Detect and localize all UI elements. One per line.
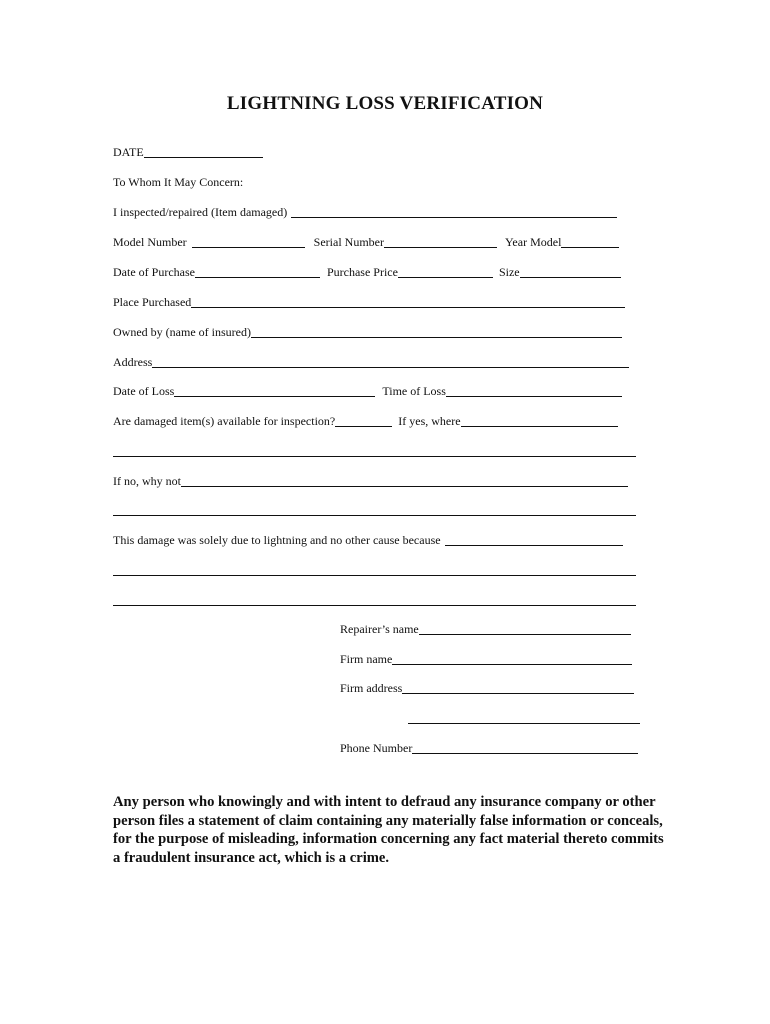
if-no-field[interactable] — [181, 475, 628, 487]
firm-address-field[interactable] — [402, 682, 634, 694]
time-of-loss-field[interactable] — [446, 385, 622, 397]
date-of-loss-label: Date of Loss — [113, 384, 175, 398]
cause-field[interactable] — [445, 534, 623, 546]
if-yes-label: If yes, where — [398, 414, 461, 428]
place-purchased-label: Place Purchased — [113, 295, 192, 309]
repairer-name-field[interactable] — [419, 623, 631, 635]
year-model-field[interactable] — [561, 236, 619, 248]
serial-number-label: Serial Number — [313, 235, 384, 249]
firm-name-label: Firm name — [340, 652, 393, 666]
if-yes-field[interactable] — [461, 415, 618, 427]
salutation-text: To Whom It May Concern: — [113, 175, 244, 189]
date-row — [113, 145, 263, 159]
purchase-price-label: Purchase Price — [326, 265, 398, 279]
repairer-name-row — [340, 622, 631, 636]
if-no-label: If no, why not — [113, 474, 181, 488]
repairer-name-label: Repairer’s name — [340, 622, 419, 636]
available-label: Are damaged item(s) available for inspection? — [113, 414, 336, 428]
firm-address-label: Firm address — [340, 681, 403, 695]
if-no-row — [113, 474, 628, 488]
model-number-field[interactable] — [192, 236, 305, 248]
firm-name-field[interactable] — [392, 653, 632, 665]
availability-row — [113, 414, 618, 428]
address-label: Address — [113, 355, 153, 369]
item-damaged-row — [113, 205, 617, 219]
available-field[interactable] — [335, 415, 392, 427]
model-number-label: Model Number — [113, 235, 187, 249]
loss-time-row — [113, 384, 622, 398]
form-title: LIGHTNING LOSS VERIFICATION — [226, 93, 544, 114]
time-of-loss-label: Time of Loss — [382, 384, 446, 398]
address-field[interactable] — [152, 356, 629, 368]
cause-continuation-line-1[interactable] — [113, 575, 636, 576]
date-field[interactable] — [144, 146, 263, 158]
date-of-purchase-field[interactable] — [195, 266, 320, 278]
fraud-warning-notice: Any person who knowingly and with intent to defraud any insurance company or other person files a statement of claim containing any materially false information or conceals, for the purpose of misleading, information concerning any fact material thereto commits a fraudulent insurance act, which is a crime. — [113, 794, 664, 866]
purchase-price-field[interactable] — [398, 266, 493, 278]
if-yes-continuation-line[interactable] — [113, 456, 636, 457]
phone-number-row — [340, 741, 638, 755]
cause-continuation-line-2[interactable] — [113, 605, 636, 606]
firm-address-continuation-line[interactable] — [408, 723, 640, 724]
if-no-continuation-line[interactable] — [113, 515, 636, 516]
item-damaged-field[interactable] — [291, 206, 617, 218]
cause-row — [113, 533, 623, 547]
firm-name-row — [340, 652, 632, 666]
size-label: Size — [498, 265, 520, 279]
salutation-row — [113, 175, 243, 189]
place-purchased-row — [113, 295, 625, 309]
owned-by-row — [113, 325, 622, 339]
phone-number-field[interactable] — [412, 742, 638, 754]
item-damaged-label: I inspected/repaired (Item damaged) — [113, 205, 288, 219]
place-purchased-field[interactable] — [191, 296, 625, 308]
year-model-label: Year Model — [504, 235, 562, 249]
purchase-row — [113, 265, 621, 279]
date-label: DATE — [113, 145, 144, 159]
serial-number-field[interactable] — [384, 236, 497, 248]
firm-address-row — [340, 681, 634, 695]
size-field[interactable] — [520, 266, 621, 278]
address-row — [113, 355, 629, 369]
date-of-loss-field[interactable] — [174, 385, 375, 397]
phone-number-label: Phone Number — [340, 741, 413, 755]
owned-by-field[interactable] — [251, 326, 622, 338]
date-of-purchase-label: Date of Purchase — [113, 265, 195, 279]
cause-label: This damage was solely due to lightning and no other cause because — [113, 533, 441, 547]
owned-by-label: Owned by (name of insured) — [113, 325, 251, 339]
model-serial-row — [113, 235, 619, 249]
